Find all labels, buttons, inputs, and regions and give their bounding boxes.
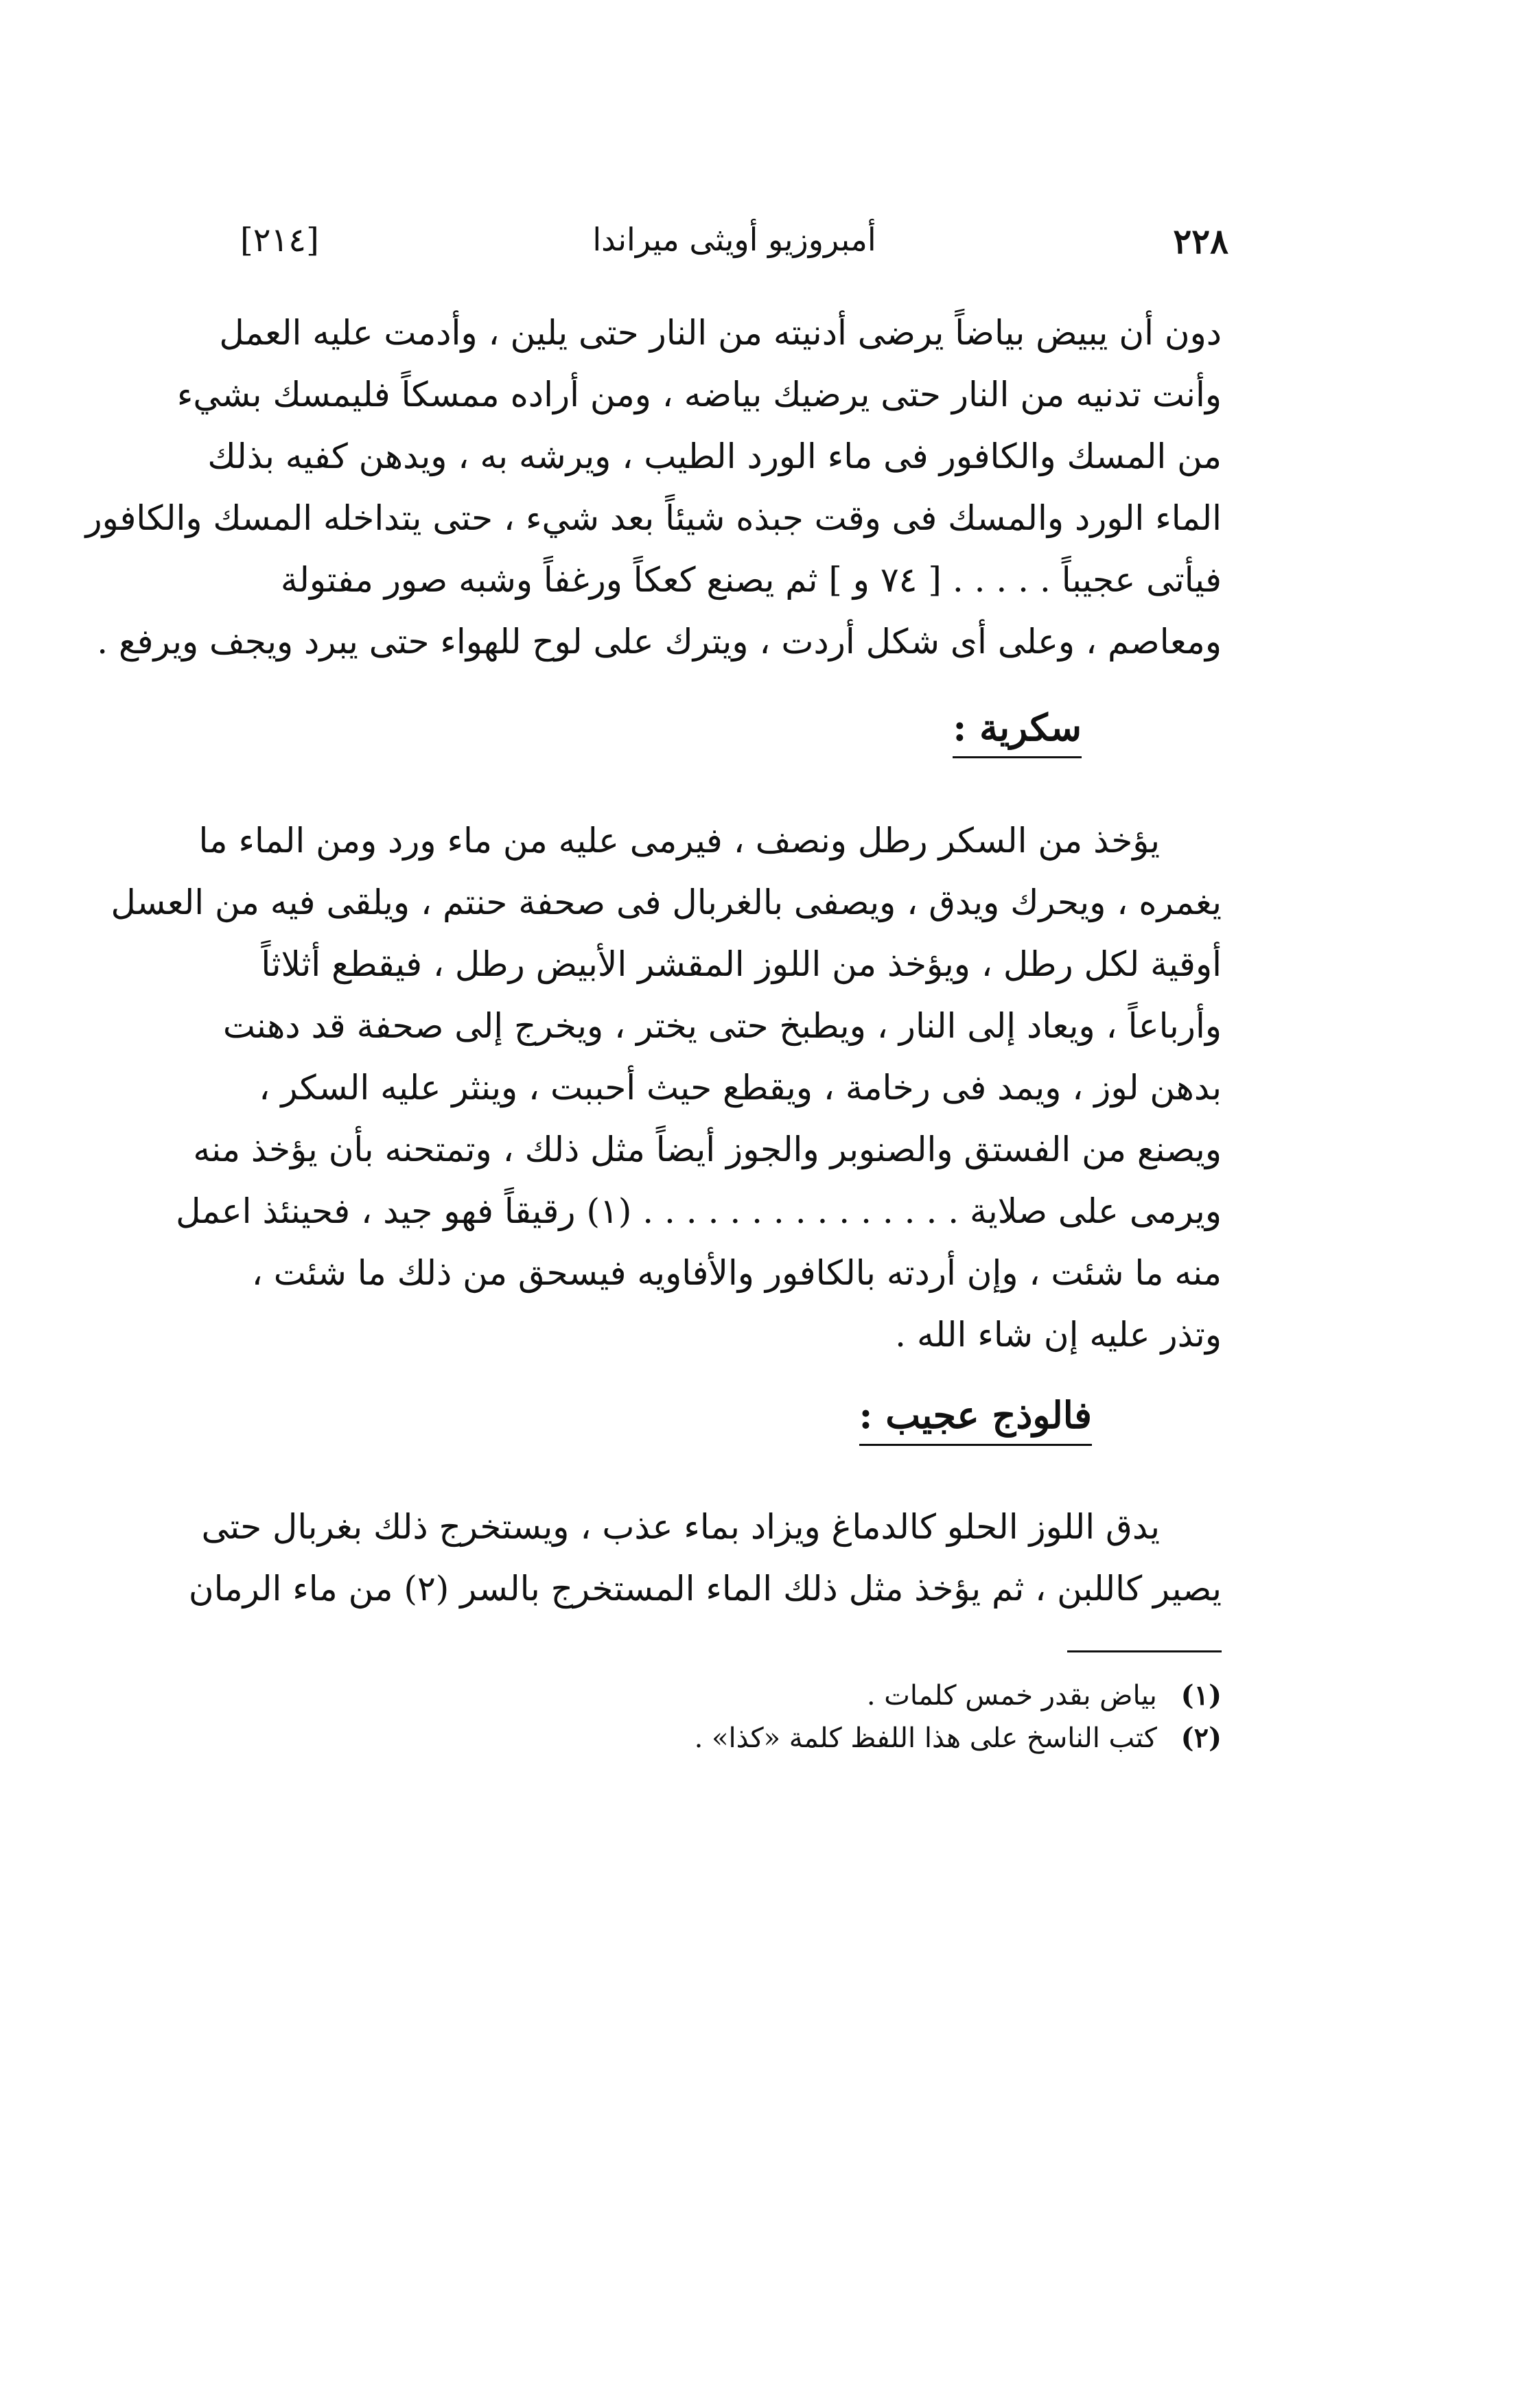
- paragraph-3: [188, 1496, 1222, 1620]
- footnote: [412, 1674, 1222, 1717]
- text-line: فيأتى عجيباً . . . . . [ ٧٤ و ] ثم يصنع كعكاً ورغفاً وشبه صور مفتولة: [280, 560, 1222, 600]
- text-line: يؤخذ من السكر رطل ونصف ، فيرمى عليه من ماء ورد ومن الماء ما: [198, 821, 1160, 861]
- footnote-divider: [1067, 1650, 1222, 1652]
- text-line: دون أن يبيض بياضاً يرضى أدنيته من النار حتى يلين ، وأدمت عليه العمل: [219, 313, 1222, 353]
- page-number: ٢٢٨: [1173, 221, 1228, 261]
- section-heading-sukkariya: سكرية :: [953, 705, 1082, 758]
- text-line: من المسك والكافور فى ماء الورد الطيب ، ويرشه به ، ويدهن كفيه بذلك: [207, 436, 1222, 476]
- page-header: [240, 221, 1228, 276]
- text-line: يدق اللوز الحلو كالدماغ ويزاد بماء عذب ، ويستخرج ذلك بغربال حتى: [201, 1507, 1160, 1547]
- text-line: يغمره ، ويحرك ويدق ، ويصفى بالغربال فى صحفة حنتم ، ويلقى فيه من العسل: [110, 882, 1222, 922]
- text-line: منه ما شئت ، وإن أردته بالكافور والأفاويه فيسحق من ذلك ما شئت ،: [251, 1253, 1222, 1293]
- footnote-text: بياض بقدر خمس كلمات .: [866, 1680, 1157, 1711]
- text-line: وأرباعاً ، ويعاد إلى النار ، ويطبخ حتى يختر ، ويخرج إلى صحفة قد دهنت: [222, 1006, 1222, 1046]
- footnote-text: كتب الناسخ على هذا اللفظ كلمة «كذا» .: [694, 1722, 1157, 1754]
- text-line: يصير كاللبن ، ثم يؤخذ مثل ذلك الماء المستخرج بالسر (٢) من ماء الرمان: [188, 1569, 1222, 1609]
- original-page-reference: [٢١٤]: [240, 221, 319, 259]
- text-line: ومعاصم ، وعلى أى شكل أردت ، ويترك على لوح للهواء حتى يبرد ويجف ويرفع .: [97, 622, 1222, 662]
- footnotes: [412, 1674, 1222, 1760]
- footnote: [412, 1717, 1222, 1760]
- text-line: بدهن لوز ، ويمد فى رخامة ، ويقطع حيث أحببت ، وينثر عليه السكر ،: [259, 1068, 1222, 1108]
- footnote-number: (١): [1180, 1679, 1222, 1711]
- text-line: وتذر عليه إن شاء الله .: [895, 1315, 1222, 1355]
- text-line: الماء الورد والمسك فى وقت جبذه شيئاً بعد شيء ، حتى يتداخله المسك والكافور: [85, 498, 1222, 538]
- paragraph-1: [85, 302, 1222, 673]
- paragraph-2: [110, 810, 1222, 1366]
- section-heading-faludhaj: فالوذج عجيب :: [859, 1393, 1092, 1446]
- text-line: وأنت تدنيه من النار حتى يرضيك بياضه ، ومن أراده ممسكاً فليمسك بشيء: [176, 375, 1222, 414]
- text-line: أوقية لكل رطل ، ويؤخذ من اللوز المقشر الأبيض رطل ، فيقطع أثلاثاً: [261, 944, 1222, 984]
- text-line: ويصنع من الفستق والصنوبر والجوز أيضاً مثل ذلك ، وتمتحنه بأن يؤخذ منه: [193, 1130, 1222, 1169]
- running-title: أمبروزيو أويثى ميراندا: [592, 221, 876, 258]
- footnote-number: (٢): [1180, 1722, 1222, 1754]
- text-line: ويرمى على صلاية . . . . . . . . . . . . . . . (١) رقيقاً فهو جيد ، فحينئذ اعمل: [176, 1191, 1222, 1231]
